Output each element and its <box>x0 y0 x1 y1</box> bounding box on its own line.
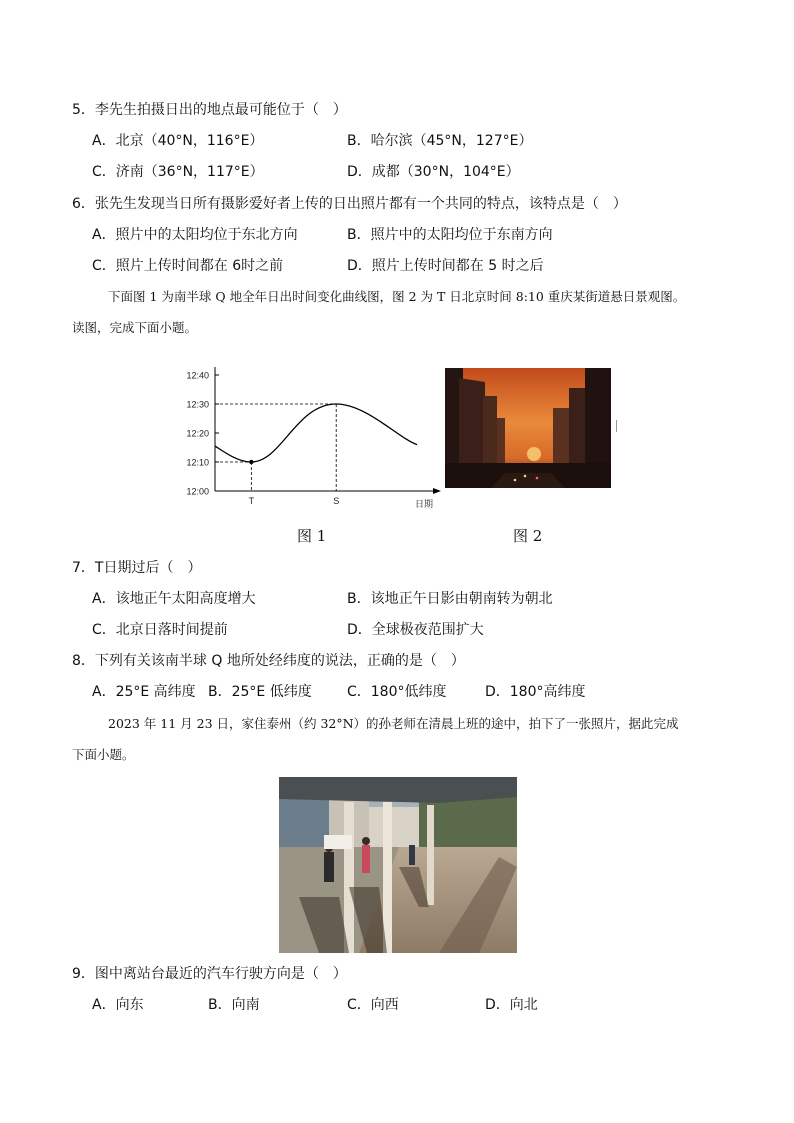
intro3-line2: 下面小题。 <box>72 747 135 762</box>
x-marker-S: S <box>333 496 340 506</box>
y-tick-label: 12:10 <box>186 457 209 468</box>
q5-stem: 5．李先生拍摄日出的地点最可能位于（ ） <box>72 102 347 118</box>
x-marker-T: T <box>248 496 255 506</box>
q7-option-d: D．全球极夜范围扩大 <box>347 622 484 638</box>
bus-stop-photo <box>279 777 517 953</box>
intro2-line1: 下面图 1 为南半球 Q 地全年日出时间变化曲线图，图 2 为 T 日北京时间 8:10 重庆某街道悬日景观图。 <box>108 289 686 304</box>
intro2-line2: 读图，完成下面小题。 <box>72 320 198 335</box>
q8-option-d: D．180°高纬度 <box>485 684 586 700</box>
x-axis-arrow <box>433 488 441 494</box>
y-tick-label: 12:40 <box>186 370 209 381</box>
q7-stem: 7．T日期过后（ ） <box>72 560 202 576</box>
q9-option-d: D．向北 <box>485 997 538 1013</box>
q8-option-b: B．25°E 低纬度 <box>208 684 312 700</box>
y-tick-label: 12:00 <box>186 486 209 497</box>
q5-option-d: D．成都（30°N，104°E） <box>347 164 520 180</box>
q8-stem: 8．下列有关该南半球 Q 地所处经纬度的说法，正确的是（ ） <box>72 653 465 669</box>
q9-stem: 9．图中离站台最近的汽车行驶方向是（ ） <box>72 966 347 982</box>
q6-option-b: B．照片中的太阳均位于东南方向 <box>347 227 553 243</box>
q9-option-a: A．向东 <box>92 997 144 1013</box>
q6-stem: 6．张先生发现当日所有摄影爱好者上传的日出照片都有一个共同的特点，该特点是（ ） <box>72 196 627 212</box>
q6-option-c: C．照片上传时间都在 6时之前 <box>92 258 284 274</box>
q7-option-a: A．该地正午太阳高度增大 <box>92 591 256 607</box>
y-tick-label: 12:30 <box>186 399 209 410</box>
y-tick-label: 12:20 <box>186 428 209 439</box>
q6-option-d: D．照片上传时间都在 5 时之后 <box>347 258 544 274</box>
q7-option-b: B．该地正午日影由朝南转为朝北 <box>347 591 553 607</box>
figure1-caption: 图 1 <box>297 527 327 545</box>
T-point <box>249 460 253 464</box>
intro3-line1: 2023 年 11 月 23 日，家住泰州（约 32°N）的孙老师在清晨上班的途中，拍下了一张照片，据此完成 <box>108 716 679 731</box>
q9-option-c: C．向西 <box>347 997 399 1013</box>
figure1-chart <box>175 360 445 520</box>
figure2-edge-mark <box>616 420 617 432</box>
figure2-sunset-street-photo <box>445 368 611 488</box>
q5-option-b: B．哈尔滨（45°N，127°E） <box>347 133 533 149</box>
q9-option-b: B．向南 <box>208 997 260 1013</box>
figure2-caption: 图 2 <box>513 527 543 545</box>
q5-option-c: C．济南（36°N，117°E） <box>92 164 264 180</box>
sunrise-curve <box>215 404 417 462</box>
q6-option-a: A．照片中的太阳均位于东北方向 <box>92 227 298 243</box>
q8-option-c: C．180°低纬度 <box>347 684 447 700</box>
q5-option-a: A．北京（40°N，116°E） <box>92 133 264 149</box>
q8-option-a: A．25°E 高纬度 <box>92 684 196 700</box>
q7-option-c: C．北京日落时间提前 <box>92 622 228 638</box>
x-axis-label: 日期 <box>414 499 433 509</box>
